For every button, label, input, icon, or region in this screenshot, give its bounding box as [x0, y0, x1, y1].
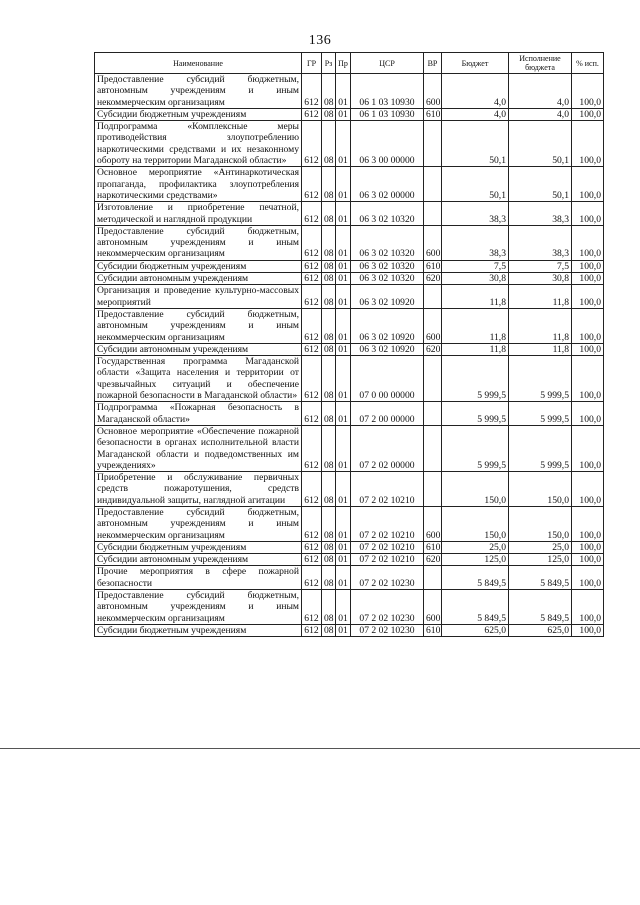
vr-cell: 600	[424, 590, 442, 625]
rz-cell: 08	[322, 285, 336, 309]
pr-cell: 01	[336, 225, 351, 260]
gr-cell: 612	[302, 624, 322, 636]
table-row	[95, 554, 604, 566]
vr-cell	[424, 472, 442, 507]
vr-cell	[424, 566, 442, 590]
csr-cell: 07 0 00 00000	[351, 356, 424, 402]
percent-cell: 100,0	[572, 590, 604, 625]
budget-cell: 11,8	[442, 308, 509, 343]
rz-cell: 08	[322, 590, 336, 625]
gr-cell: 612	[302, 343, 322, 355]
column-header: Бюджет	[442, 53, 509, 74]
pr-cell: 01	[336, 472, 351, 507]
csr-cell: 06 3 02 10320	[351, 260, 424, 272]
vr-cell: 620	[424, 273, 442, 285]
percent-cell: 100,0	[572, 74, 604, 109]
percent-cell: 100,0	[572, 554, 604, 566]
budget-cell: 38,3	[442, 225, 509, 260]
pr-cell: 01	[336, 108, 351, 120]
table-row	[95, 566, 604, 590]
execution-cell: 38,3	[509, 202, 572, 226]
vr-cell	[424, 202, 442, 226]
percent-cell: 100,0	[572, 108, 604, 120]
gr-cell: 612	[302, 308, 322, 343]
csr-cell: 06 3 02 10920	[351, 343, 424, 355]
table-row	[95, 285, 604, 309]
rz-cell: 08	[322, 74, 336, 109]
percent-cell: 100,0	[572, 402, 604, 426]
row-name-cell: Основное мероприятие «Антинаркотическая пропаганда, профилактика злоупотребления наркотическими средствами»	[95, 167, 302, 202]
gr-cell: 612	[302, 167, 322, 202]
table-row	[95, 167, 604, 202]
rz-cell: 08	[322, 260, 336, 272]
pr-cell: 01	[336, 506, 351, 541]
csr-cell: 06 1 03 10930	[351, 108, 424, 120]
vr-cell	[424, 425, 442, 471]
budget-cell: 5 849,5	[442, 590, 509, 625]
vr-cell: 610	[424, 541, 442, 553]
row-name-cell: Субсидии бюджетным учреждениям	[95, 108, 302, 120]
gr-cell: 612	[302, 121, 322, 167]
rz-cell: 08	[322, 425, 336, 471]
percent-cell: 100,0	[572, 541, 604, 553]
percent-cell: 100,0	[572, 273, 604, 285]
percent-cell: 100,0	[572, 121, 604, 167]
rz-cell: 08	[322, 167, 336, 202]
csr-cell: 07 2 02 10230	[351, 566, 424, 590]
row-name-cell: Предоставление субсидий бюджетным, автономным учреждениям и иным некоммерческим организациям	[95, 506, 302, 541]
table-row	[95, 225, 604, 260]
budget-cell: 38,3	[442, 202, 509, 226]
execution-cell: 25,0	[509, 541, 572, 553]
row-name-cell: Субсидии бюджетным учреждениям	[95, 541, 302, 553]
execution-cell: 625,0	[509, 624, 572, 636]
row-name-cell: Изготовление и приобретение печатной, методической и наглядной продукции	[95, 202, 302, 226]
budget-cell: 150,0	[442, 506, 509, 541]
percent-cell: 100,0	[572, 506, 604, 541]
budget-cell: 125,0	[442, 554, 509, 566]
vr-cell: 620	[424, 554, 442, 566]
budget-cell: 25,0	[442, 541, 509, 553]
table-row	[95, 108, 604, 120]
pr-cell: 01	[336, 202, 351, 226]
csr-cell: 07 2 02 00000	[351, 425, 424, 471]
page-number: 136	[308, 33, 332, 48]
gr-cell: 612	[302, 285, 322, 309]
table-row	[95, 273, 604, 285]
percent-cell: 100,0	[572, 167, 604, 202]
rz-cell: 08	[322, 402, 336, 426]
percent-cell: 100,0	[572, 624, 604, 636]
percent-cell: 100,0	[572, 566, 604, 590]
gr-cell: 612	[302, 108, 322, 120]
percent-cell: 100,0	[572, 343, 604, 355]
budget-cell: 4,0	[442, 108, 509, 120]
execution-cell: 11,8	[509, 285, 572, 309]
csr-cell: 07 2 02 10210	[351, 554, 424, 566]
pr-cell: 01	[336, 402, 351, 426]
rz-cell: 08	[322, 121, 336, 167]
budget-cell: 625,0	[442, 624, 509, 636]
execution-cell: 5 849,5	[509, 566, 572, 590]
rz-cell: 08	[322, 472, 336, 507]
pr-cell: 01	[336, 273, 351, 285]
vr-cell	[424, 402, 442, 426]
rz-cell: 08	[322, 356, 336, 402]
row-name-cell: Субсидии автономным учреждениям	[95, 343, 302, 355]
gr-cell: 612	[302, 566, 322, 590]
gr-cell: 612	[302, 260, 322, 272]
execution-cell: 50,1	[509, 121, 572, 167]
gr-cell: 612	[302, 74, 322, 109]
execution-cell: 30,8	[509, 273, 572, 285]
percent-cell: 100,0	[572, 285, 604, 309]
budget-cell: 150,0	[442, 472, 509, 507]
gr-cell: 612	[302, 225, 322, 260]
column-header: ГР	[302, 53, 322, 74]
column-header: % исп.	[572, 53, 604, 74]
percent-cell: 100,0	[572, 356, 604, 402]
execution-cell: 4,0	[509, 108, 572, 120]
pr-cell: 01	[336, 308, 351, 343]
gr-cell: 612	[302, 273, 322, 285]
execution-cell: 5 999,5	[509, 402, 572, 426]
vr-cell	[424, 121, 442, 167]
execution-cell: 125,0	[509, 554, 572, 566]
pr-cell: 01	[336, 356, 351, 402]
gr-cell: 612	[302, 425, 322, 471]
pr-cell: 01	[336, 590, 351, 625]
table-row	[95, 425, 604, 471]
gr-cell: 612	[302, 472, 322, 507]
rz-cell: 08	[322, 541, 336, 553]
table-row	[95, 472, 604, 507]
budget-cell: 50,1	[442, 167, 509, 202]
csr-cell: 06 3 02 00000	[351, 167, 424, 202]
budget-cell: 5 999,5	[442, 425, 509, 471]
percent-cell: 100,0	[572, 225, 604, 260]
csr-cell: 07 2 02 10230	[351, 590, 424, 625]
csr-cell: 07 2 00 00000	[351, 402, 424, 426]
table-header-row	[95, 53, 604, 74]
vr-cell: 600	[424, 225, 442, 260]
pr-cell: 01	[336, 425, 351, 471]
vr-cell: 610	[424, 624, 442, 636]
budget-cell: 5 999,5	[442, 402, 509, 426]
row-name-cell: Организация и проведение культурно-массовых мероприятий	[95, 285, 302, 309]
column-header: Исполнение бюджета	[509, 53, 572, 74]
pr-cell: 01	[336, 541, 351, 553]
table-row	[95, 260, 604, 272]
csr-cell: 07 2 02 10230	[351, 624, 424, 636]
vr-cell	[424, 167, 442, 202]
gr-cell: 612	[302, 202, 322, 226]
csr-cell: 06 3 02 10920	[351, 308, 424, 343]
rz-cell: 08	[322, 273, 336, 285]
execution-cell: 5 849,5	[509, 590, 572, 625]
pr-cell: 01	[336, 285, 351, 309]
column-header: ВР	[424, 53, 442, 74]
table-row	[95, 590, 604, 625]
budget-cell: 5 999,5	[442, 356, 509, 402]
table-row	[95, 121, 604, 167]
vr-cell: 600	[424, 308, 442, 343]
gr-cell: 612	[302, 506, 322, 541]
table-row	[95, 202, 604, 226]
pr-cell: 01	[336, 343, 351, 355]
row-name-cell: Прочие мероприятия в сфере пожарной безопасности	[95, 566, 302, 590]
execution-cell: 50,1	[509, 167, 572, 202]
row-name-cell: Предоставление субсидий бюджетным, автономным учреждениям и иным некоммерческим организациям	[95, 590, 302, 625]
row-name-cell: Подпрограмма «Пожарная безопасность в Магаданской области»	[95, 402, 302, 426]
csr-cell: 06 3 02 10920	[351, 285, 424, 309]
rz-cell: 08	[322, 343, 336, 355]
table-row	[95, 356, 604, 402]
vr-cell: 610	[424, 260, 442, 272]
vr-cell: 610	[424, 108, 442, 120]
table-row	[95, 402, 604, 426]
csr-cell: 07 2 02 10210	[351, 541, 424, 553]
vr-cell: 600	[424, 74, 442, 109]
rz-cell: 08	[322, 108, 336, 120]
execution-cell: 150,0	[509, 506, 572, 541]
budget-cell: 4,0	[442, 74, 509, 109]
budget-cell: 5 849,5	[442, 566, 509, 590]
gr-cell: 612	[302, 590, 322, 625]
gr-cell: 612	[302, 356, 322, 402]
row-name-cell: Субсидии бюджетным учреждениям	[95, 260, 302, 272]
column-header: Наименование	[95, 53, 302, 74]
row-name-cell: Предоставление субсидий бюджетным, автономным учреждениям и иным некоммерческим организациям	[95, 308, 302, 343]
csr-cell: 06 3 02 10320	[351, 273, 424, 285]
csr-cell: 07 2 02 10210	[351, 472, 424, 507]
rz-cell: 08	[322, 554, 336, 566]
row-name-cell: Предоставление субсидий бюджетным, автономным учреждениям и иным некоммерческим организациям	[95, 225, 302, 260]
table-row	[95, 74, 604, 109]
row-name-cell: Субсидии автономным учреждениям	[95, 273, 302, 285]
row-name-cell: Подпрограмма «Комплексные меры противодействия злоупотреблению наркотическими средствами и их незаконному обороту на территории Магаданской области»	[95, 121, 302, 167]
execution-cell: 4,0	[509, 74, 572, 109]
rz-cell: 08	[322, 624, 336, 636]
gr-cell: 612	[302, 554, 322, 566]
row-name-cell: Государственная программа Магаданской области «Защита населения и территории от чрезвычайных ситуаций и обеспечение пожарной безопасности в Магаданской области»	[95, 356, 302, 402]
percent-cell: 100,0	[572, 308, 604, 343]
rz-cell: 08	[322, 506, 336, 541]
csr-cell: 06 1 03 10930	[351, 74, 424, 109]
table-row	[95, 541, 604, 553]
pr-cell: 01	[336, 260, 351, 272]
execution-cell: 5 999,5	[509, 356, 572, 402]
execution-cell: 150,0	[509, 472, 572, 507]
csr-cell: 06 3 02 10320	[351, 202, 424, 226]
execution-cell: 11,8	[509, 308, 572, 343]
row-name-cell: Субсидии автономным учреждениям	[95, 554, 302, 566]
csr-cell: 06 3 02 10320	[351, 225, 424, 260]
budget-cell: 30,8	[442, 273, 509, 285]
table-row	[95, 308, 604, 343]
table-row	[95, 343, 604, 355]
vr-cell	[424, 285, 442, 309]
execution-cell: 11,8	[509, 343, 572, 355]
percent-cell: 100,0	[572, 425, 604, 471]
vr-cell: 620	[424, 343, 442, 355]
pr-cell: 01	[336, 624, 351, 636]
pr-cell: 01	[336, 74, 351, 109]
table-body	[95, 74, 604, 637]
budget-cell: 50,1	[442, 121, 509, 167]
budget-cell: 11,8	[442, 343, 509, 355]
rz-cell: 08	[322, 202, 336, 226]
pr-cell: 01	[336, 167, 351, 202]
footer-divider	[0, 748, 640, 749]
budget-table	[94, 52, 604, 637]
rz-cell: 08	[322, 566, 336, 590]
pr-cell: 01	[336, 566, 351, 590]
rz-cell: 08	[322, 308, 336, 343]
percent-cell: 100,0	[572, 260, 604, 272]
execution-cell: 5 999,5	[509, 425, 572, 471]
percent-cell: 100,0	[572, 202, 604, 226]
budget-cell: 11,8	[442, 285, 509, 309]
budget-cell: 7,5	[442, 260, 509, 272]
percent-cell: 100,0	[572, 472, 604, 507]
csr-cell: 07 2 02 10210	[351, 506, 424, 541]
column-header: ЦСР	[351, 53, 424, 74]
row-name-cell: Предоставление субсидий бюджетным, автономным учреждениям и иным некоммерческим организациям	[95, 74, 302, 109]
table-row	[95, 624, 604, 636]
vr-cell	[424, 356, 442, 402]
execution-cell: 38,3	[509, 225, 572, 260]
row-name-cell: Приобретение и обслуживание первичных средств пожаротушения, средств индивидуальной защиты, наглядной агитации	[95, 472, 302, 507]
gr-cell: 612	[302, 541, 322, 553]
table-row	[95, 506, 604, 541]
column-header: Пр	[336, 53, 351, 74]
execution-cell: 7,5	[509, 260, 572, 272]
column-header: Рз	[322, 53, 336, 74]
pr-cell: 01	[336, 554, 351, 566]
gr-cell: 612	[302, 402, 322, 426]
row-name-cell: Основное мероприятие «Обеспечение пожарной безопасности в органах исполнительной власти Магаданской области и подведомственных им учреждениях»	[95, 425, 302, 471]
row-name-cell: Субсидии бюджетным учреждениям	[95, 624, 302, 636]
vr-cell: 600	[424, 506, 442, 541]
csr-cell: 06 3 00 00000	[351, 121, 424, 167]
rz-cell: 08	[322, 225, 336, 260]
pr-cell: 01	[336, 121, 351, 167]
